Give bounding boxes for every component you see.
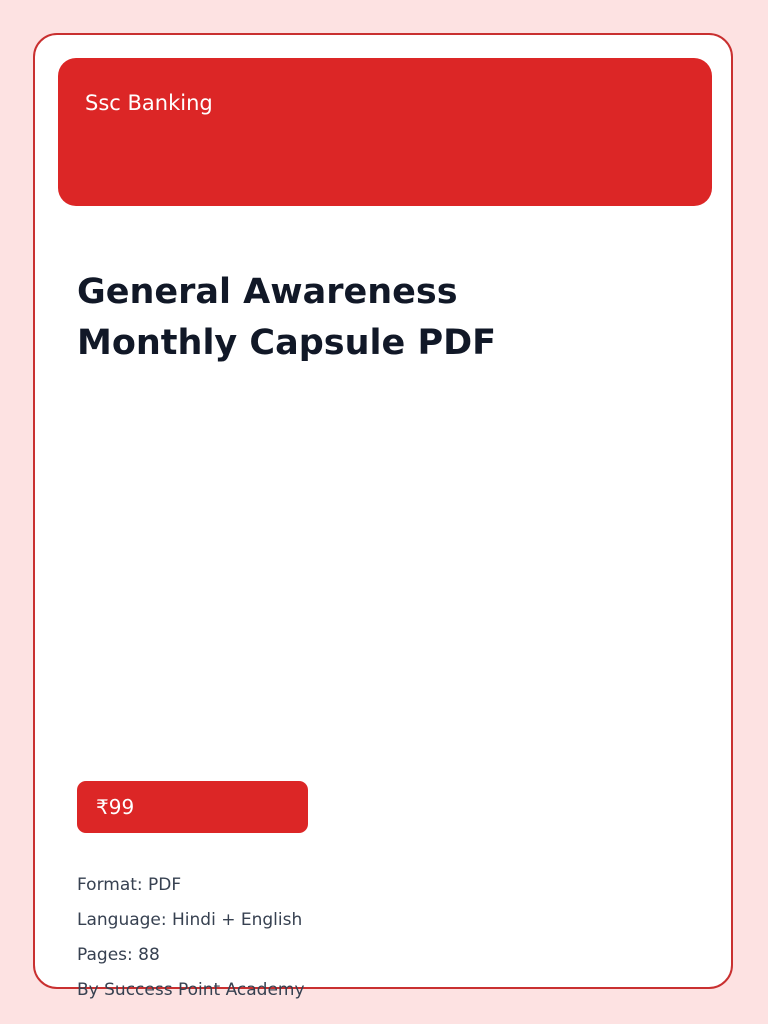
pages-detail: Pages: 88 xyxy=(77,945,160,965)
price-button[interactable] xyxy=(77,781,308,833)
product-details xyxy=(77,868,305,1008)
language-detail: Language: Hindi + English xyxy=(77,910,303,930)
price-label: ₹99 xyxy=(96,795,135,819)
format-detail: Format: PDF xyxy=(77,875,182,895)
category-banner xyxy=(58,58,712,206)
author-detail: By Success Point Academy xyxy=(77,980,305,1000)
product-title-line-2: Monthly Capsule PDF xyxy=(77,323,497,363)
product-title-line-1: General Awareness xyxy=(77,272,458,312)
product-title xyxy=(77,267,637,369)
category-label: Ssc Banking xyxy=(85,91,213,115)
product-card xyxy=(33,33,733,1000)
